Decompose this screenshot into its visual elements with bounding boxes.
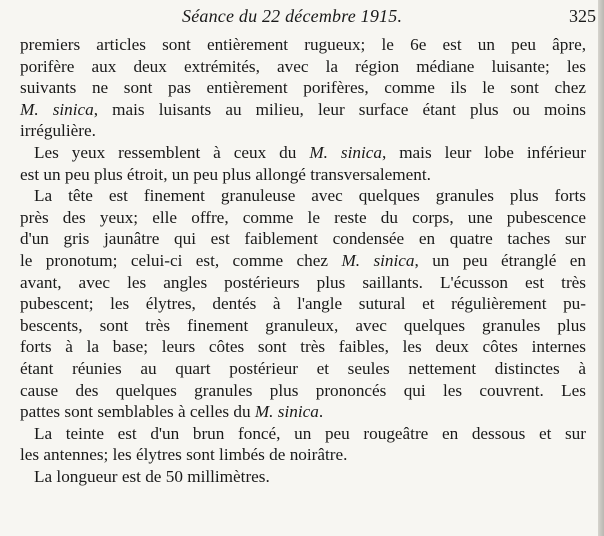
text-line: La tête est finement granuleuse avec quelques granules plus forts: [34, 186, 586, 206]
page-edge: [598, 0, 604, 536]
text-line: porifère aux deux extrémités, avec la région médiane luisante; les: [20, 56, 586, 76]
text-line: La teinte est d'un brun foncé, un peu rougeâtre en dessous et sur: [34, 423, 586, 443]
text-line: étant réunies au quart postérieur et seules nettement distinctes à: [20, 358, 586, 378]
text-line: bescents, sont très finement granuleux, avec quelques granules plus: [20, 315, 586, 335]
page-number: 325: [569, 6, 596, 26]
text-line: pubescent; les élytres, dentés à l'angle sutural et régulièrement pu-: [20, 294, 586, 314]
text-line: La longueur est de 50 millimètres.: [34, 466, 270, 486]
text-line: M. sinica, mais luisants au milieu, leur surface étant plus ou moins: [20, 99, 587, 119]
species-name: M. sinica: [20, 99, 94, 119]
text-line: Les yeux ressemblent à ceux du M. sinica, mais leur lobe inférieur: [34, 142, 586, 162]
text-line: irrégulière.: [20, 121, 96, 141]
text-line: le pronotum; celui-ci est, comme chez M. sinica, un peu étranglé en: [20, 250, 586, 270]
running-title: Séance du 22 décembre 1915.: [182, 6, 403, 26]
species-name: M. sinica: [341, 250, 415, 270]
body-text: [20, 34, 586, 487]
text-line: premiers articles sont entièrement rugueux; le 6e est un peu âpre,: [20, 35, 586, 54]
text-line: d'un gris jaunâtre qui est faiblement condensée en quatre taches sur: [20, 229, 586, 249]
text-line: suivants ne sont pas entièrement porifères, comme ils le sont chez: [20, 78, 586, 98]
species-name: M. sinica: [309, 142, 382, 162]
text-line: avant, avec les angles postérieurs plus saillants. L'écusson est très: [20, 272, 586, 292]
text-line: forts à la base; leurs côtes sont très faibles, les deux côtes internes: [20, 337, 586, 357]
text-line: pattes sont semblables à celles du M. sinica.: [20, 402, 324, 422]
page-header: [0, 4, 604, 32]
text-line: les antennes; les élytres sont limbés de noirâtre.: [20, 445, 348, 465]
text-line: est un peu plus étroit, un peu plus allongé transversalement.: [20, 164, 431, 184]
text-line: cause des quelques granules plus prononcés qui les couvrent. Les: [20, 380, 586, 400]
species-name: M. sinica: [254, 402, 319, 422]
text-line: près des yeux; elle offre, comme le reste du corps, une pubescence: [20, 207, 586, 227]
